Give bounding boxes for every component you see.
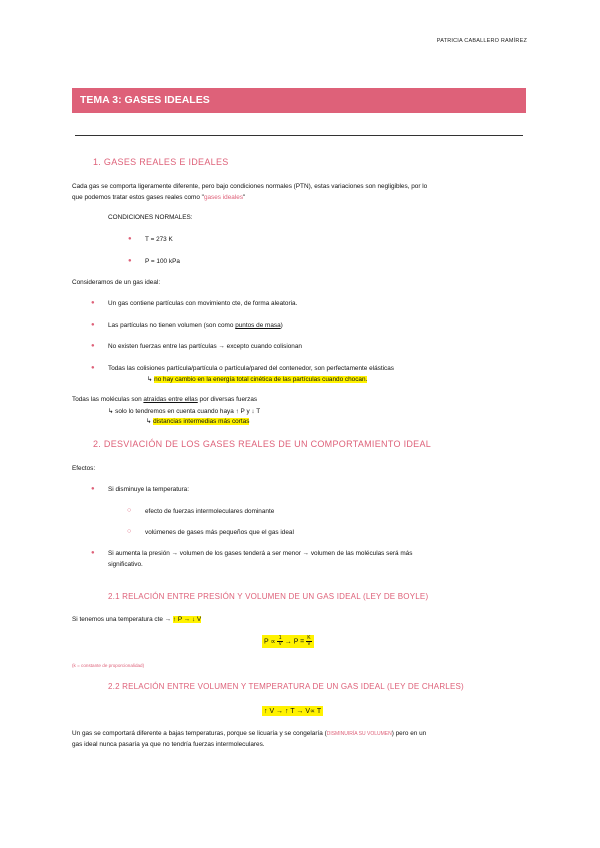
property-item: Un gas contiene partículas con movimiento cte, de forma aleatoria. (108, 300, 298, 307)
bullet-icon: ● (91, 322, 95, 328)
bullet-icon: ● (128, 236, 132, 242)
consider-text: Consideramos de un gas ideal: (72, 279, 161, 286)
section-2-2-heading: 2.2 RELACIÓN ENTRE VOLUMEN Y TEMPERATURA DE UN GAS IDEAL (LEY DE CHARLES) (108, 682, 464, 691)
ideal-gases-term: gases ideales (203, 194, 244, 201)
molecules-subnote-2: ↳ distancias intermedias más cortas (146, 418, 250, 425)
effect-subitem: efecto de fuerzas intermoleculares dominante (145, 508, 275, 515)
property-item: Las partículas no tienen volumen (son como puntos de masa) (108, 322, 283, 329)
condition-item: P = 100 kPa (145, 258, 180, 265)
boyle-line: Si tenemos una temperatura cte → ↑ P → ↓ V (72, 616, 202, 623)
title-banner (72, 88, 526, 113)
effect-subitem: volúmenes de gases más pequeños que el gas ideal (145, 529, 294, 536)
sub-arrow-icon: ↳ (146, 418, 152, 425)
boyle-highlight: ↑ P → ↓ V (172, 616, 202, 623)
charles-formula: ↑ V → ↑ T → V∝ T (264, 708, 322, 715)
effect-item: Si disminuye la temperatura: (108, 486, 189, 493)
constant-note: (k = constante de proporcionalidad) (72, 663, 145, 668)
circle-bullet-icon: ○ (127, 507, 132, 514)
normal-conditions-title: CONDICIONES NORMALES: (108, 214, 193, 221)
bullet-icon: ● (128, 258, 132, 264)
property-subnote: ↳ no hay cambio en la energía total cinética de las partículas cuando chocan. (147, 376, 368, 383)
bullet-icon: ● (91, 365, 95, 371)
property-item: Todas las colisiones partícula/partícula o partícula/pared del contenedor, son perfectamente elásticas (108, 365, 394, 372)
section-1-heading: 1. GASES REALES E IDEALES (93, 157, 229, 167)
circle-bullet-icon: ○ (127, 528, 132, 535)
boyle-formula: P ∝ $\frac{1}{V}$ → P = $\frac{K}{V}$ (262, 635, 314, 648)
molecules-text: Todas las moléculas son atraídas entre ellas por diversas fuerzas (72, 396, 258, 403)
section-2-1-heading: 2.1 RELACIÓN ENTRE PRESIÓN Y VOLUMEN DE UN GAS IDEAL (LEY DE BOYLE) (108, 592, 429, 601)
condition-item: T = 273 K (145, 236, 173, 243)
page-title: TEMA 3: GASES IDEALES (80, 94, 210, 106)
section-2-heading: 2. DESVIACIÓN DE LOS GASES REALES DE UN COMPORTAMIENTO IDEAL (93, 439, 432, 449)
sub-arrow-icon: ↳ (147, 376, 153, 383)
author-name: PATRICIA CABALLERO RAMÍREZ (436, 38, 527, 44)
divider (75, 135, 523, 136)
intro-line-2: que podemos tratar estos gases reales como "gases ideales" (72, 194, 246, 201)
intro-line-1: Cada gas se comporta ligeramente diferente, pero bajo condiciones normales (PTN), estas variaciones son negligibles, por lo (72, 183, 428, 190)
effect-item: Si aumenta la presión → volumen de los gases tenderá a ser menor → volumen de las moléculas será más (108, 550, 413, 557)
effects-label: Efectos: (72, 465, 96, 472)
bullet-icon: ● (91, 343, 95, 349)
bullet-icon: ● (91, 550, 95, 556)
charles-text-line-1: Un gas se comportará diferente a bajas temperaturas, porque se licuaría y se congelaría (DISMINUIRÍA SU VOLUMEN) pero en un (72, 730, 427, 737)
charles-text-line-2: gas ideal nunca pasaría ya que no tendría fuerzas intermoleculares. (72, 741, 265, 748)
volume-decrease-term: DISMINUIRÍA SU VOLUMEN (326, 731, 392, 737)
molecules-subnote-1: ↳ solo lo tendremos en cuenta cuando haya ↑ P y ↓ T (108, 408, 261, 415)
bullet-icon: ● (91, 486, 95, 492)
effect-item-continued: significativo. (108, 561, 143, 568)
property-item: No existen fuerzas entre las partículas → excepto cuando colisionan (108, 343, 302, 350)
bullet-icon: ● (91, 300, 95, 306)
